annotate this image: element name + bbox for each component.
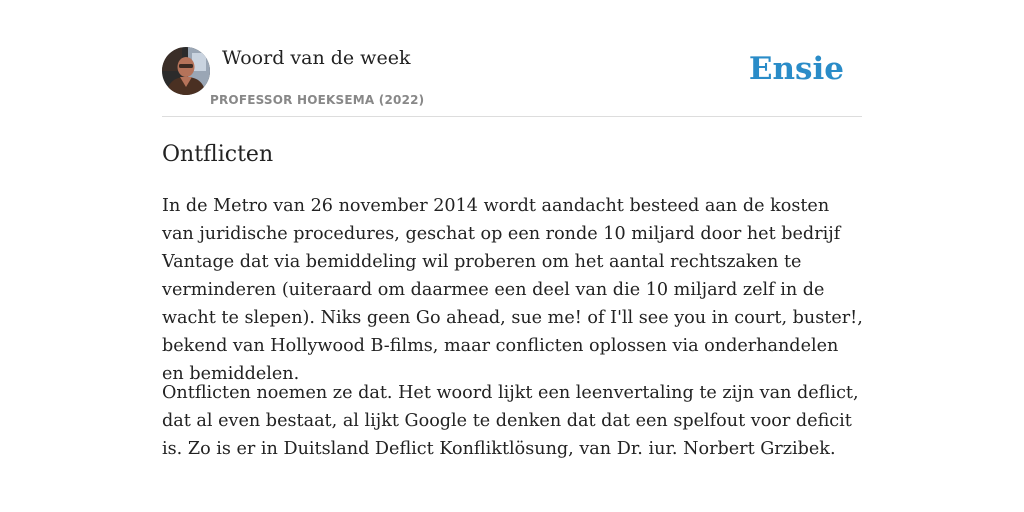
article-title: Ontflicten (162, 142, 274, 167)
brand-logo[interactable]: Ensie (748, 51, 844, 87)
article-header (162, 46, 862, 117)
author-name[interactable]: PROFESSOR HOEKSEMA (2022) (210, 93, 425, 107)
avatar[interactable] (162, 47, 210, 95)
author-photo-icon (162, 47, 210, 95)
article-paragraph: In de Metro van 26 november 2014 wordt aandacht besteed aan de kosten van juridische procedures, geschat op een ronde 10 miljard door het bedrijf Vantage dat via bemiddeling wil proberen om het aantal rechtszaken te verminderen (uiteraard om daarmee een deel van die 10 miljard zelf in de wacht te slepen). Niks geen Go ahead, sue me! of I'll see you in court, buster!, bekend van Hollywood B-films, maar conflicten oplossen via onderhandelen en bemiddelen. (162, 196, 863, 384)
article-paragraph: Ontflicten noemen ze dat. Het woord lijkt een leenvertaling te zijn van deflict, dat al even bestaat, al lijkt Google te denken dat dat een spelfout voor deficit is. Zo is er in Duitsland Deflict Konfliktlösung, van Dr. iur. Norbert Grzibek. (162, 383, 859, 459)
series-title[interactable]: Woord van de week (222, 47, 411, 69)
